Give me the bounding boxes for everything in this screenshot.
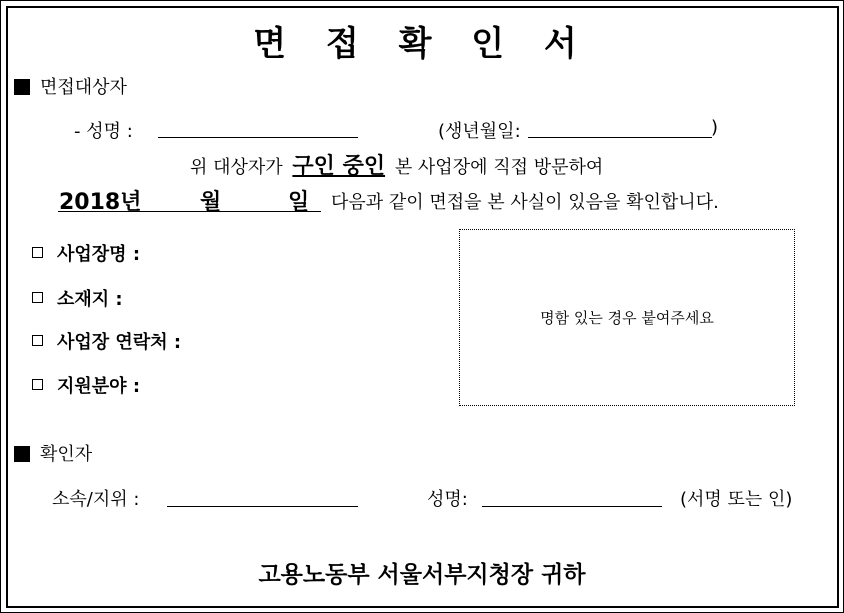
affiliation-label: 소속/지위 : <box>52 489 140 510</box>
birthdate-field[interactable] <box>528 137 712 138</box>
square-bullet-icon <box>14 446 30 462</box>
birth-label: (생년월일: <box>438 121 521 142</box>
checkbox-icon <box>32 379 43 390</box>
item-business-name <box>32 240 140 266</box>
affiliation-field[interactable] <box>167 506 358 507</box>
checkbox-icon <box>32 335 43 346</box>
checkbox-icon <box>32 247 43 258</box>
addressee-footer: 고용노동부 서울서부지청장 귀하 <box>258 561 586 588</box>
statement-pre: 위 대상자가 <box>190 157 283 178</box>
square-bullet-icon <box>14 79 30 95</box>
item-contact <box>32 328 181 354</box>
item-field <box>32 372 140 398</box>
statement-line-2: 다음과 같이 면접을 본 사실이 있음을 확인합니다. <box>331 192 719 213</box>
birth-close: ) <box>711 117 719 138</box>
date-month: 월 <box>200 190 222 215</box>
section-heading-applicant <box>14 73 127 99</box>
item-label: 지원분야 : <box>57 376 141 397</box>
date-field[interactable] <box>58 211 321 212</box>
business-card-box-text: 명함 있는 경우 붙여주세요 <box>540 309 714 327</box>
statement-line-1 <box>190 149 603 180</box>
date-day: 일 <box>288 190 310 215</box>
name-field[interactable] <box>158 137 358 138</box>
signature-note: (서명 또는 인) <box>680 489 793 510</box>
item-location <box>32 285 123 311</box>
business-card-box <box>459 229 795 406</box>
section-heading-label: 면접대상자 <box>40 77 127 98</box>
statement-emphasis: 구인 중인 <box>292 154 386 179</box>
statement-post: 본 사업장에 직접 방문하여 <box>394 157 604 178</box>
checkbox-icon <box>32 292 43 303</box>
item-label: 소재지 : <box>57 289 123 310</box>
section-heading-label: 확인자 <box>40 444 93 465</box>
document-title: 면 접 확 인 서 <box>253 24 591 64</box>
name-label: - 성명 : <box>74 121 133 142</box>
item-label: 사업장 연락처 : <box>57 332 182 353</box>
item-label: 사업장명 : <box>57 244 141 265</box>
date-year: 2018년 <box>59 190 142 215</box>
confirmer-name-field[interactable] <box>482 506 662 507</box>
section-heading-confirmer <box>14 440 92 466</box>
confirmer-name-label: 성명: <box>427 489 468 510</box>
